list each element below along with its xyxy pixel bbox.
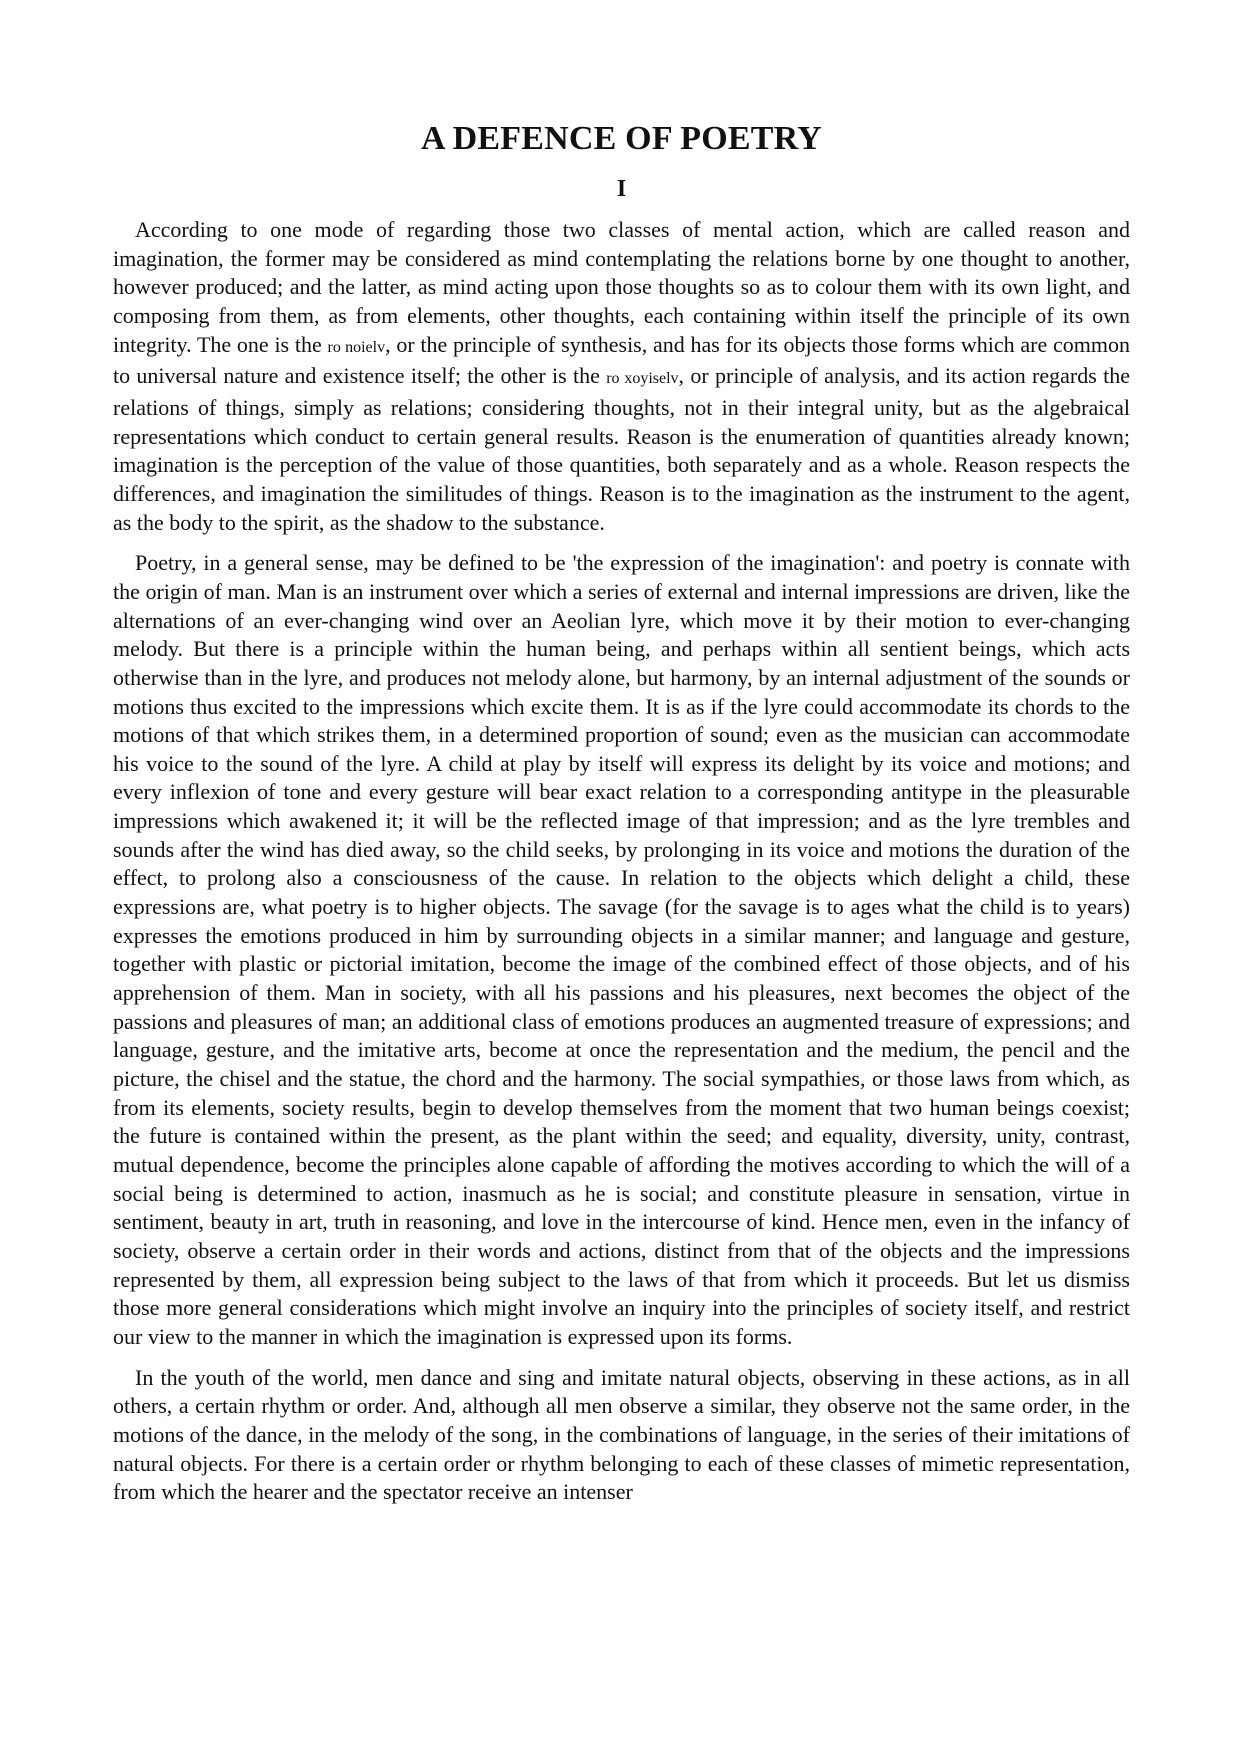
greek-term-1: ro noielv [327,338,386,356]
greek-term-2: ro xoyiselv [606,370,679,388]
paragraph-1-part-3: , or principle of analysis, and its action regards the relations of things, simply as relations; considering thoughts, not in their integral unity, but as the algebraical representations which conduct to certain general results. Reason is the enumeration of quantities already known; imagination is the perception of the value of those quantities, both separately and as a whole. Reason respects the differences, and imagination the similitudes of things. Reason is to the imagination as the instrument to the agent, as the body to the spirit, as the shadow to the substance. [113,363,1130,535]
paragraph-1 [113,216,1130,537]
section-heading: I [616,176,627,202]
paragraph-3: In the youth of the world, men dance and sing and imitate natural objects, observing in these actions, as in all others, a certain rhythm or order. And, although all men observe a similar, they observe not the same order, in the motions of the dance, in the melody of the song, in the combinations of language, in the series of their imitations of natural objects. For there is a certain order or rhythm belonging to each of these classes of mimetic representation, from which the hearer and the spectator receive an intenser [113,1364,1130,1505]
document-page [113,118,1130,1519]
paragraph-1-part-1: According to one mode of regarding those two classes of mental action, which are called reason and imagination, the former may be considered as mind contemplating the relations borne by one thought to another, however produced; and the latter, as mind acting upon those thoughts so as to colour them with its own light, and composing from them, as from elements, other thoughts, each containing within itself the principle of its own integrity. The one is the [113,217,1130,357]
paragraph-1-part-2: , or the principle of synthesis, and has for its objects those forms which are common to universal nature and existence itself; the other is the [113,331,1130,389]
page-title: A DEFENCE OF POETRY [421,120,822,157]
paragraph-2: Poetry, in a general sense, may be defined to be 'the expression of the imagination': and poetry is connate with the origin of man. Man is an instrument over which a series of external and internal impressions are driven, like the alternations of an ever-changing wind over an Aeolian lyre, which move it by their motion to ever-changing melody. But there is a principle within the human being, and perhaps within all sentient beings, which acts otherwise than in the lyre, and produces not melody alone, but harmony, by an internal adjustment of the sounds or motions thus excited to the impressions which excite them. It is as if the lyre could accommodate its chords to the motions of that which strikes them, in a determined proportion of sound; even as the musician can accommodate his voice to the sound of the lyre. A child at play by itself will express its delight by its voice and motions; and every inflexion of tone and every gesture will bear exact relation to a corresponding antitype in the pleasurable impressions which awakened it; it will be the reflected image of that impression; and as the lyre trembles and sounds after the wind has died away, so the child seeks, by prolonging in its voice and motions the duration of the effect, to prolong also a consciousness of the cause. In relation to the objects which delight a child, these expressions are, what poetry is to higher objects. The savage (for the savage is to ages what the child is to years) expresses the emotions produced in him by surrounding objects in a similar manner; and language and gesture, together with plastic or pictorial imitation, become the image of the combined effect of those objects, and of his apprehension of them. Man in society, with all his passions and his pleasures, next becomes the object of the passions and pleasures of man; an additional class of emotions produces an augmented treasure of expressions; and language, gesture, and the imitative arts, become at once the representation and the medium, the pencil and the picture, the chisel and the statue, the chord and the harmony. The social sympathies, or those laws from which, as from its elements, society results, begin to develop themselves from the moment that two human beings coexist; the future is contained within the present, as the plant within the seed; and equality, diversity, unity, contrast, mutual dependence, become the principles alone capable of affording the motives according to which the will of a social being is determined to action, inasmuch as he is social; and constitute pleasure in sensation, virtue in sentiment, beauty in art, truth in reasoning, and love in the intercourse of kind. Hence men, even in the infancy of society, observe a certain order in their words and actions, distinct from that of the objects and the impressions represented by them, all expression being subject to the laws of that from which it proceeds. But let us dismiss those more general considerations which might involve an inquiry into the principles of society itself, and restrict our view to the manner in which the imagination is expressed upon its forms. [113,550,1130,1349]
